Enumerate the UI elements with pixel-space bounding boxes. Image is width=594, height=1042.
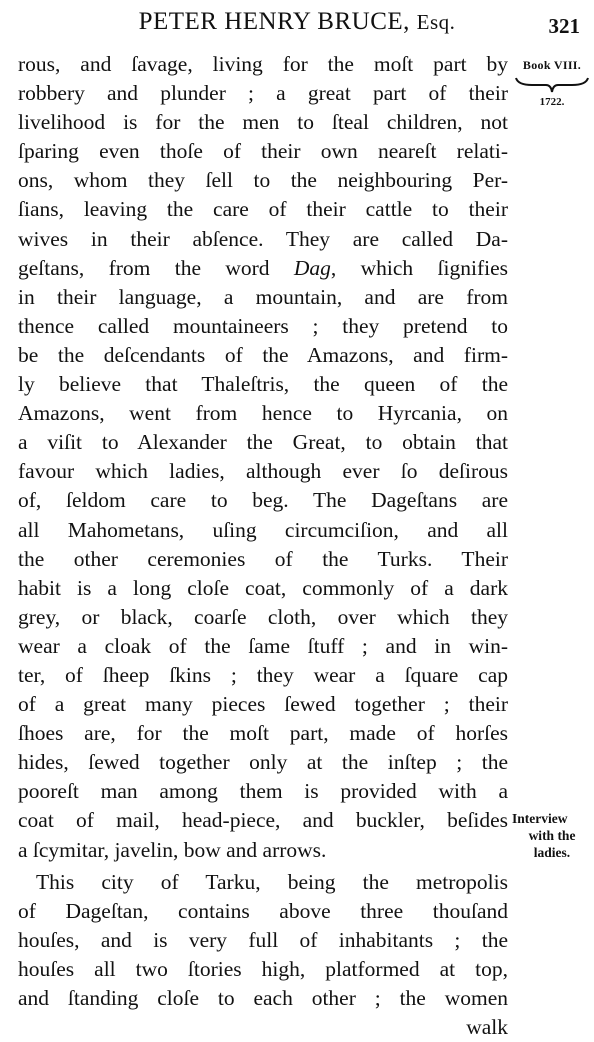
- header-title-text: PETER HENRY BRUCE,: [138, 8, 410, 35]
- text-line: of Dageſtan, contains above three thouſand: [18, 898, 508, 923]
- margin-year: 1722.: [539, 96, 565, 108]
- running-header: [0, 8, 594, 36]
- text-line: habit is a long cloſe coat, commonly of a dark: [18, 575, 508, 600]
- text-line: all Mahometans, uſing circumciſion, and all: [18, 517, 508, 542]
- text-line: ſparing even thoſe of their own neareſt relati-: [18, 139, 508, 164]
- text-line: houſes all two ſtories high, platformed at top,: [18, 956, 508, 981]
- margin-note: [512, 810, 592, 861]
- text-line: hides, ſewed together only at the inſtep ; the: [18, 750, 508, 775]
- text-line: of, ſeldom care to beg. The Dageſtans are: [18, 488, 508, 513]
- margin-note-line: Interview: [512, 811, 568, 826]
- catchword: walk: [466, 1015, 508, 1040]
- text-line: wear a cloak of the ſame ſtuff ; and in win-: [18, 633, 508, 658]
- body-text: [18, 50, 508, 1042]
- text-line: ſhoes are, for the moſt part, made of horſes: [18, 721, 508, 746]
- text-line: wives in their abſence. They are called Da-: [18, 226, 508, 251]
- paragraph-end-line: a ſcymitar, javelin, bow and arrows.: [18, 837, 327, 862]
- text-line: a viſit to Alexander the Great, to obtain that: [18, 430, 508, 455]
- text-line: in their language, a mountain, and are from: [18, 284, 508, 309]
- margin-note-line: ladies.: [533, 845, 571, 860]
- paragraph-start-line: This city of Tarku, being the metropolis: [36, 869, 508, 894]
- text-line: rous, and ſavage, living for the moſt part by: [18, 52, 508, 76]
- text-line: ter, of ſheep ſkins ; they wear a ſquare cap: [18, 662, 508, 687]
- text-line: of a great many pieces ſewed together ; their: [18, 692, 508, 717]
- text-line: robbery and plunder ; a great part of their: [18, 81, 508, 106]
- text-line: grey, or black, coarſe cloth, over which they: [18, 604, 508, 629]
- curly-brace-icon: [514, 76, 590, 94]
- margin-note-line: with the: [528, 828, 576, 843]
- text-line: ſians, leaving the care of their cattle to their: [18, 197, 508, 222]
- text-line: ons, whom they ſell to the neighbouring Per-: [18, 168, 508, 193]
- text-line: livelihood is for the men to ſteal children, not: [18, 110, 508, 135]
- text-line: houſes, and is very full of inhabitants ; the: [18, 927, 508, 952]
- text-line: favour which ladies, although ever ſo deſirous: [18, 459, 508, 484]
- text-line: and ſtanding cloſe to each other ; the women: [18, 986, 508, 1010]
- margin-book-label: Book VIII.: [522, 58, 582, 72]
- text-line: ly believe that Thaleſtris, the queen of the: [18, 372, 508, 397]
- page-number: 321: [548, 14, 580, 38]
- text-line: be the deſcendants of the Amazons, and firm-: [18, 342, 508, 367]
- text-line: thence called mountaineers ; they pretend to: [18, 313, 508, 338]
- text-line: geſtans, from the word Dag, which ſignifies: [18, 255, 508, 280]
- text-line: coat of mail, head-piece, and buckler, beſides: [18, 808, 508, 833]
- text-line: pooreſt man among them is provided with a: [18, 779, 508, 804]
- text-line: Amazons, went from hence to Hyrcania, on: [18, 401, 508, 426]
- text-line: the other ceremonies of the Turks. Their: [18, 546, 508, 571]
- header-title-suffix: Esq.: [416, 10, 456, 34]
